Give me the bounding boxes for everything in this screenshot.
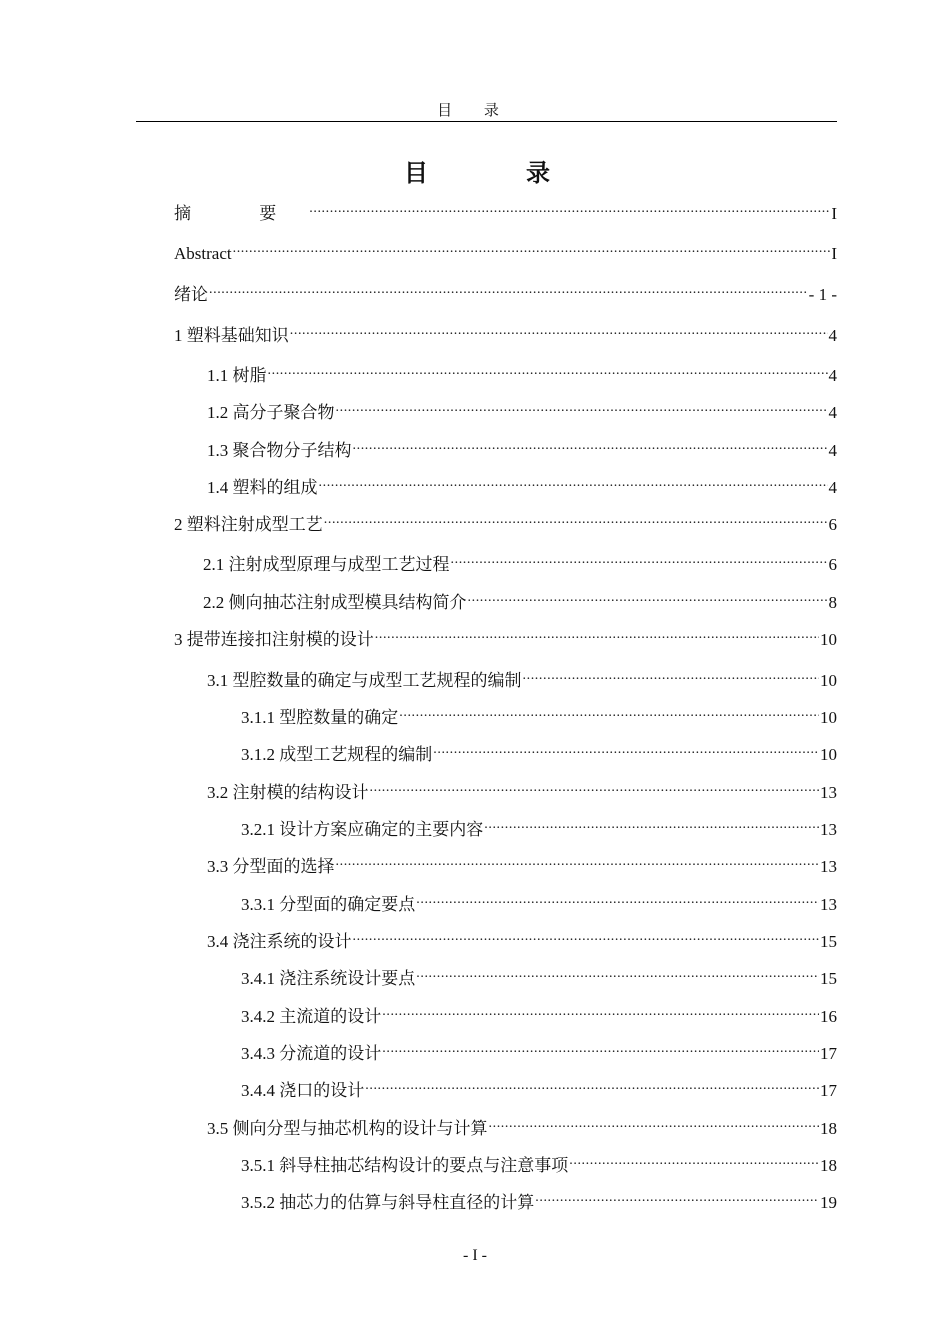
toc-entry-label: 3.3 分型面的选择	[207, 857, 335, 876]
toc-entry[interactable]	[174, 237, 837, 265]
toc-entry-label: 3.4.3 分流道的设计	[241, 1044, 382, 1063]
toc-entry-page: 18	[820, 1156, 837, 1175]
toc-entry-label: 3.1.1 型腔数量的确定	[241, 708, 399, 727]
toc-leader	[484, 813, 819, 835]
toc-entry-label: 1 塑料基础知识	[174, 326, 289, 345]
toc-entry[interactable]	[207, 434, 837, 462]
toc-entry-page: 19	[820, 1193, 837, 1212]
toc-entry[interactable]	[241, 1000, 837, 1028]
toc-entry[interactable]	[241, 888, 837, 916]
toc-entry-page: 10	[820, 745, 837, 764]
toc-entry[interactable]	[241, 1149, 837, 1177]
toc-leader	[365, 1074, 819, 1096]
running-header: 目 录	[437, 103, 513, 119]
toc-entry-label: 3.3.1 分型面的确定要点	[241, 895, 416, 914]
toc-leader	[353, 925, 820, 947]
page-title: 目 录	[404, 161, 596, 187]
toc-leader	[336, 850, 820, 872]
toc-entry-page: 4	[828, 441, 837, 460]
toc-entry-page: 8	[828, 593, 837, 612]
toc-entry-page: 15	[820, 932, 837, 951]
toc-entry-label: 3 提带连接扣注射模的设计	[174, 630, 374, 649]
toc-entry-page: 15	[820, 969, 837, 988]
toc-entry[interactable]	[207, 925, 837, 953]
toc-entry-page: 4	[828, 366, 837, 385]
toc-entry-label: 2.1 注射成型原理与成型工艺过程	[203, 555, 450, 574]
toc-leader	[535, 1186, 819, 1208]
toc-entry[interactable]	[174, 197, 837, 225]
toc-entry-page: 17	[820, 1044, 837, 1063]
toc-entry-page: 13	[820, 857, 837, 876]
toc-entry-page: 10	[820, 671, 837, 690]
page-number: - I -	[463, 1247, 487, 1264]
toc-entry[interactable]	[207, 776, 837, 804]
toc-entry[interactable]	[174, 623, 837, 651]
toc-leader	[416, 888, 819, 910]
toc-entry-page: 10	[820, 630, 837, 649]
toc-entry[interactable]	[207, 471, 837, 499]
toc-leader	[382, 1037, 819, 1059]
toc-leader	[309, 197, 830, 219]
toc-entry-page: 4	[828, 326, 837, 345]
toc-leader	[523, 664, 820, 686]
toc-entry[interactable]	[241, 813, 837, 841]
toc-entry-label: 3.1.2 成型工艺规程的编制	[241, 745, 433, 764]
toc-leader	[468, 586, 828, 608]
toc-entry-label: 1.1 树脂	[207, 366, 267, 385]
toc-entry[interactable]	[207, 359, 837, 387]
toc-entry-page: 13	[820, 783, 837, 802]
toc-entry[interactable]	[241, 1074, 837, 1102]
toc-entry-page: I	[831, 244, 837, 263]
toc-entry-page: 4	[828, 403, 837, 422]
toc-entry-label: 3.2.1 设计方案应确定的主要内容	[241, 820, 484, 839]
toc-leader	[209, 278, 808, 300]
toc-leader	[451, 548, 828, 570]
toc-leader	[489, 1112, 820, 1134]
toc-entry-label: Abstract	[174, 244, 232, 263]
toc-entry[interactable]	[174, 319, 837, 347]
toc-entry-label: 3.5 侧向分型与抽芯机构的设计与计算	[207, 1119, 488, 1138]
toc-leader	[353, 434, 828, 456]
toc-leader	[319, 471, 828, 493]
toc-entry-label: 1.4 塑料的组成	[207, 478, 318, 497]
toc-leader	[375, 623, 819, 645]
toc-entry-page: - 1 -	[808, 285, 837, 304]
toc-leader	[433, 738, 819, 760]
toc-entry-page: 13	[820, 895, 837, 914]
toc-entry-label: 摘 要	[174, 204, 309, 223]
toc-entry-page: 13	[820, 820, 837, 839]
toc-entry-page: I	[831, 204, 837, 223]
toc-entry-label: 3.2 注射模的结构设计	[207, 783, 369, 802]
toc-entry-page: 4	[828, 478, 837, 497]
toc-entry-label: 2.2 侧向抽芯注射成型模具结构简介	[203, 593, 467, 612]
toc-entry-label: 1.3 聚合物分子结构	[207, 441, 352, 460]
toc-entry[interactable]	[207, 396, 837, 424]
toc-entry-label: 3.4.1 浇注系统设计要点	[241, 969, 416, 988]
toc-entry[interactable]	[203, 548, 837, 576]
toc-leader	[233, 237, 831, 259]
toc-entry[interactable]	[207, 850, 837, 878]
toc-entry[interactable]	[207, 664, 837, 692]
toc-entry[interactable]	[207, 1112, 837, 1140]
toc-leader	[336, 396, 828, 418]
toc-entry-page: 6	[828, 555, 837, 574]
toc-entry[interactable]	[241, 738, 837, 766]
toc-entry-label: 3.4.4 浇口的设计	[241, 1081, 365, 1100]
toc-entry-label: 3.4 浇注系统的设计	[207, 932, 352, 951]
toc-entry-label: 2 塑料注射成型工艺	[174, 515, 323, 534]
toc-entry[interactable]	[241, 962, 837, 990]
toc-entry-label: 3.5.1 斜导柱抽芯结构设计的要点与注意事项	[241, 1156, 569, 1175]
toc-leader	[416, 962, 819, 984]
toc-entry-page: 18	[820, 1119, 837, 1138]
toc-entry-label: 1.2 高分子聚合物	[207, 403, 335, 422]
toc-entry-label: 3.4.2 主流道的设计	[241, 1007, 382, 1026]
toc-entry-page: 16	[820, 1007, 837, 1026]
toc-entry[interactable]	[241, 701, 837, 729]
toc-entry-label: 3.1 型腔数量的确定与成型工艺规程的编制	[207, 671, 522, 690]
toc-entry[interactable]	[174, 278, 837, 306]
toc-leader	[370, 776, 820, 798]
toc-entry[interactable]	[241, 1186, 837, 1214]
toc-entry-page: 6	[828, 515, 837, 534]
toc-entry-label: 3.5.2 抽芯力的估算与斜导柱直径的计算	[241, 1193, 535, 1212]
toc-entry-page: 10	[820, 708, 837, 727]
toc-leader	[569, 1149, 819, 1171]
toc-entry[interactable]	[174, 508, 837, 536]
header-rule	[136, 121, 837, 122]
toc-entry-label: 绪论	[174, 285, 208, 304]
toc-entry[interactable]	[241, 1037, 837, 1065]
toc-entry-page: 17	[820, 1081, 837, 1100]
toc-entry[interactable]	[203, 586, 837, 614]
toc-leader	[268, 359, 828, 381]
toc-leader	[290, 319, 828, 341]
toc-leader	[399, 701, 819, 723]
toc-leader	[324, 508, 828, 530]
toc-leader	[382, 1000, 819, 1022]
